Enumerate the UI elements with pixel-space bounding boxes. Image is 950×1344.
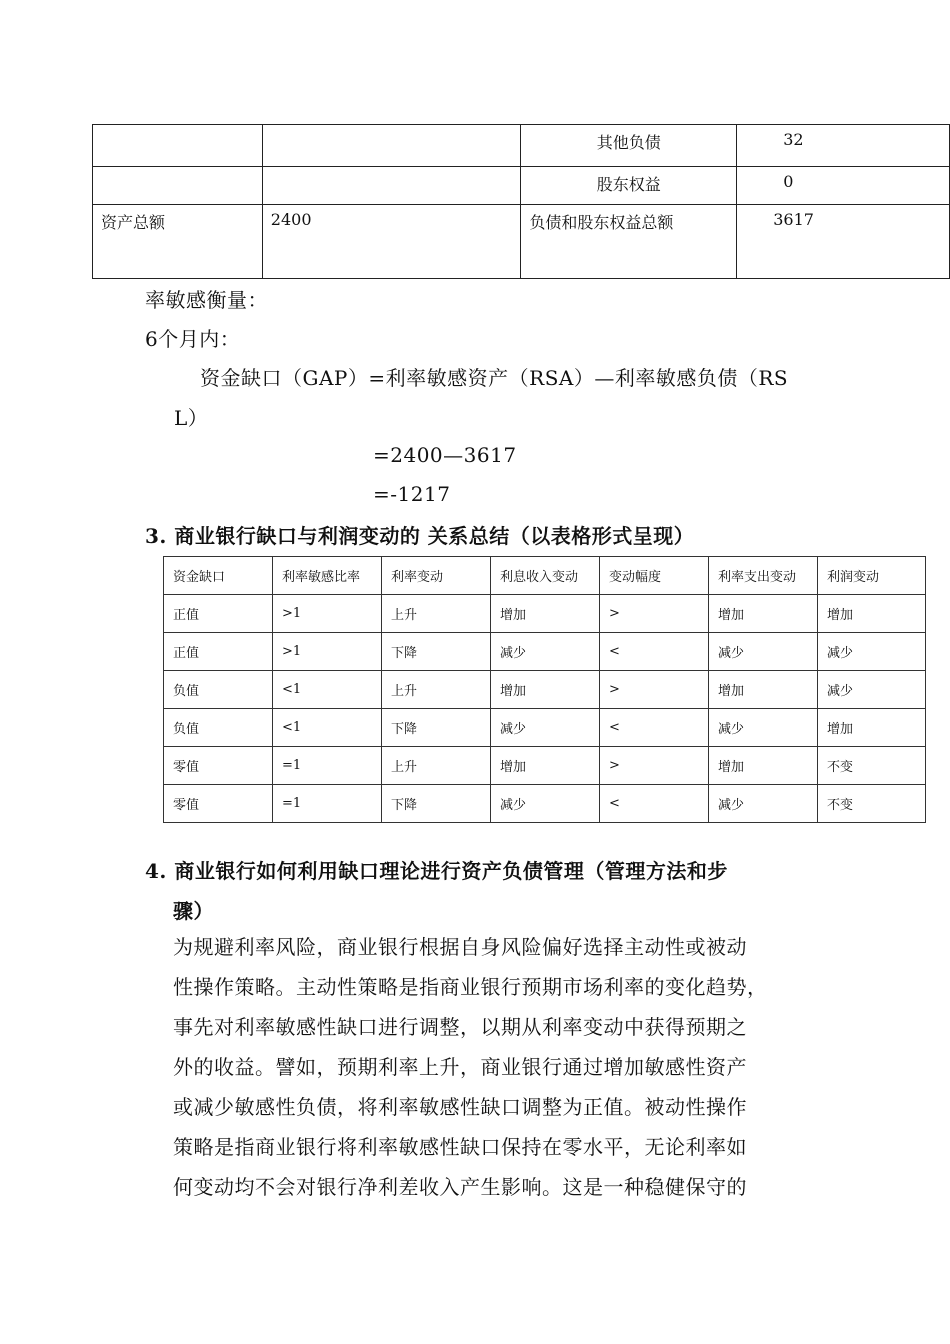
column-header: 利率支出变动 [709,557,818,595]
table-cell: 不变 [818,747,926,785]
table-cell: 增加 [818,595,926,633]
table-cell: 上升 [382,595,491,633]
table-header-row [164,557,926,595]
table-cell: 增加 [491,747,600,785]
table-row [93,167,950,205]
paragraph-line: 为规避利率风险，商业银行根据自身风险偏好选择主动性或被动 [173,935,747,959]
column-header: 利息收入变动 [491,557,600,595]
table-cell [262,167,521,205]
table-cell: 零值 [164,747,273,785]
table-cell: 32 [737,125,950,167]
table-cell: =1 [273,785,382,823]
table-cell: 正值 [164,595,273,633]
table-cell: 负值 [164,671,273,709]
section-4-heading: 4. 商业银行如何利用缺口理论进行资产负债管理（管理方法和步 [145,859,728,883]
section-4-paragraph [173,927,768,1207]
paragraph-line: 事先对利率敏感性缺口进行调整，以期从利率变动中获得预期之 [173,1015,747,1039]
column-header: 利率变动 [382,557,491,595]
table-cell: < [600,785,709,823]
table-cell [93,167,263,205]
table-cell: 上升 [382,671,491,709]
paragraph-line: 性操作策略。主动性策略是指商业银行预期市场利率的变化趋势， [173,975,768,999]
table-cell: 增加 [818,709,926,747]
table-cell: 下降 [382,709,491,747]
table-cell: 负值 [164,709,273,747]
text-line: 率敏感衡量： [145,288,268,312]
table-cell: <1 [273,709,382,747]
table-cell: 2400 [262,205,521,279]
paragraph-line: 外的收益。譬如，预期利率上升，商业银行通过增加敏感性资产 [173,1055,747,1079]
table-cell: < [600,709,709,747]
table-cell: 减少 [709,633,818,671]
table-cell: 减少 [709,785,818,823]
table-cell [93,125,263,167]
table-cell: < [600,633,709,671]
table-cell: 下降 [382,633,491,671]
table-cell: 正值 [164,633,273,671]
table-cell: > [600,595,709,633]
column-header: 利润变动 [818,557,926,595]
table-cell: 增加 [709,747,818,785]
table-cell: 不变 [818,785,926,823]
section-4-heading-continued: 骤） [173,899,214,923]
table-cell: 增加 [491,595,600,633]
column-header: 利率敏感比率 [273,557,382,595]
table-cell: 减少 [709,709,818,747]
table-cell: 0 [737,167,950,205]
table-cell: <1 [273,671,382,709]
table-cell: > [600,671,709,709]
gap-calc: =2400—3617 [373,443,517,467]
table-cell: 负债和股东权益总额 [521,205,737,279]
paragraph-line: 何变动均不会对银行净利差收入产生影响。这是一种稳健保守的 [173,1175,747,1199]
table-cell [262,125,521,167]
table-row [164,785,926,823]
table-row [93,125,950,167]
table-cell: 零值 [164,785,273,823]
table-cell: 股东权益 [521,167,737,205]
table-cell: 减少 [491,709,600,747]
table-cell: 增加 [709,671,818,709]
gap-formula-continued: L） [174,406,209,430]
table-cell: 减少 [491,633,600,671]
paragraph-line: 或减少敏感性负债，将利率敏感性缺口调整为正值。被动性操作 [173,1095,747,1119]
table-cell: 资产总额 [93,205,263,279]
table-cell: 增加 [709,595,818,633]
table-cell: > [600,747,709,785]
paragraph-line: 策略是指商业银行将利率敏感性缺口保持在零水平，无论利率如 [173,1135,747,1159]
table-row [93,205,950,279]
table-row [164,747,926,785]
column-header: 资金缺口 [164,557,273,595]
gap-profit-relationship-table [163,556,926,823]
table-row [164,595,926,633]
table-cell: 减少 [818,671,926,709]
table-cell: 减少 [818,633,926,671]
table-cell: =1 [273,747,382,785]
table-cell: 增加 [491,671,600,709]
text-line: 6个月内： [145,327,241,351]
table-cell: 下降 [382,785,491,823]
table-row [164,671,926,709]
column-header: 变动幅度 [600,557,709,595]
section-3-heading: 3. 商业银行缺口与利润变动的 关系总结（以表格形式呈现） [145,524,695,548]
table-cell: 上升 [382,747,491,785]
table-cell: >1 [273,633,382,671]
table-cell: 3617 [737,205,950,279]
table-cell: 减少 [491,785,600,823]
table-row [164,709,926,747]
table-cell: >1 [273,595,382,633]
table-cell: 其他负债 [521,125,737,167]
gap-result: =-1217 [373,482,451,506]
balance-sheet-table [92,124,950,279]
gap-formula: 资金缺口（GAP）=利率敏感资产（RSA）—利率敏感负债（RS [200,366,789,390]
table-row [164,633,926,671]
